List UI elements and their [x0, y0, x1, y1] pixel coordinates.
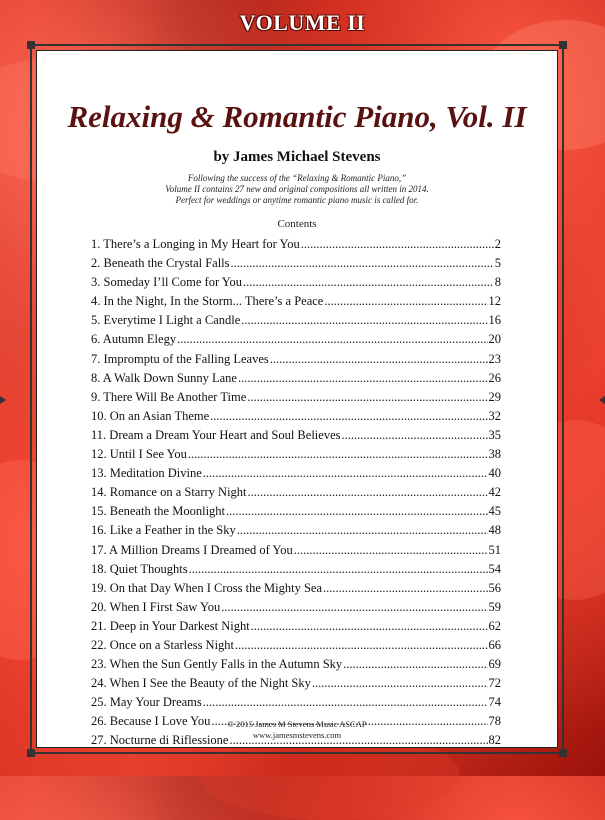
toc-entry	[91, 445, 501, 464]
toc-page: 78	[488, 714, 501, 729]
toc-title: 12. Until I See You	[91, 447, 187, 462]
dot-leader	[341, 426, 487, 445]
toc-entry	[91, 407, 501, 426]
toc-entry	[91, 636, 501, 655]
toc-page: 82	[488, 733, 501, 748]
toc-page: 69	[488, 657, 501, 672]
toc-entry	[91, 426, 501, 445]
toc-title: 18. Quiet Thoughts	[91, 561, 188, 576]
intro-line: Perfect for weddings or anytime romantic piano music is called for.	[175, 195, 419, 205]
toc-page: 2	[494, 237, 501, 251]
toc-page: 20	[488, 332, 501, 347]
toc-page: 12	[488, 294, 501, 309]
toc-title: 2. Beneath the Crystal Falls	[91, 256, 230, 271]
toc-title: 22. Once on a Starless Night	[91, 637, 235, 652]
toc-page: 42	[488, 485, 501, 500]
toc-title: 9. There Will Be Another Time	[91, 389, 247, 404]
toc-page: 29	[488, 389, 501, 404]
footer	[37, 719, 557, 741]
toc-page: 59	[488, 599, 501, 614]
toc-entry	[91, 598, 501, 617]
toc-title: 11. Dream a Dream Your Heart and Soul Believes	[91, 427, 341, 442]
author-line: by James Michael Stevens	[213, 149, 381, 165]
volume-label: VOLUME II	[239, 10, 366, 35]
toc-title: 26. Because I Love You	[91, 714, 211, 729]
toc-title: 6. Autumn Elegy	[91, 332, 177, 347]
toc-title: 17. A Million Dreams I Dreamed of You	[91, 542, 293, 557]
dot-leader	[312, 674, 488, 693]
dot-leader	[238, 369, 488, 388]
toc-entry	[91, 541, 501, 560]
toc-page: 26	[488, 370, 501, 385]
dot-leader	[270, 350, 488, 369]
toc-title: 8. A Walk Down Sunny Lane	[91, 370, 237, 385]
toc-entry	[91, 617, 501, 636]
dot-leader	[203, 464, 488, 483]
dot-leader	[324, 292, 487, 311]
contents-heading: Contents	[277, 218, 317, 230]
toc-title: 23. When the Sun Gently Falls in the Autumn Sky	[91, 657, 343, 672]
dot-leader	[247, 388, 487, 407]
toc-title: 16. Like a Feather in the Sky	[91, 523, 236, 538]
toc-entry	[91, 350, 501, 369]
dot-leader	[221, 598, 487, 617]
dot-leader	[189, 560, 488, 579]
toc-title: 27. Nocturne di Riflessione	[91, 733, 229, 748]
toc-title: 25. May Your Dreams	[91, 695, 202, 710]
intro-line: Volume II contains 27 new and original compositions all written in 2014.	[165, 184, 429, 194]
toc-entry	[91, 674, 501, 693]
toc-page: 48	[488, 523, 501, 538]
toc-entry	[91, 292, 501, 311]
dot-leader	[294, 541, 488, 560]
toc-page: 38	[488, 447, 501, 462]
toc-title: 3. Someday I’ll Come for You	[91, 275, 243, 290]
toc-page: 23	[488, 351, 501, 366]
toc-page: 66	[488, 637, 501, 652]
toc-entry	[91, 388, 501, 407]
toc-page: 51	[488, 542, 501, 557]
toc-page: 72	[488, 676, 501, 691]
toc-entry	[91, 273, 501, 292]
copyright-notice: © 2015 James M Stevens Music ASCAP	[227, 719, 367, 729]
toc-entry	[91, 560, 501, 579]
toc-page: 74	[488, 695, 501, 710]
toc-page: 32	[488, 408, 501, 423]
toc-title: 10. On an Asian Theme	[91, 408, 210, 423]
toc-title: 14. Romance on a Starry Night	[91, 485, 247, 500]
dot-leader	[235, 636, 487, 655]
toc-page: 54	[488, 561, 501, 576]
toc-title: 24. When I See the Beauty of the Night Sky	[91, 676, 311, 691]
dot-leader	[323, 579, 488, 598]
dot-leader	[226, 502, 487, 521]
toc-entry	[91, 311, 501, 330]
toc-title: 13. Meditation Divine	[91, 466, 202, 481]
cover-page	[36, 50, 558, 748]
toc-title: 5. Everytime I Light a Candle	[91, 313, 241, 328]
toc-entry	[91, 502, 501, 521]
toc-title: 20. When I First Saw You	[91, 599, 221, 614]
toc-title: 7. Impromptu of the Falling Leaves	[91, 351, 269, 366]
toc-title: 1. There’s a Longing in My Heart for You	[91, 237, 300, 251]
toc-entry	[91, 464, 501, 483]
toc-page: 56	[488, 580, 501, 595]
toc-entry	[91, 369, 501, 388]
toc-entry	[91, 693, 501, 712]
intro-line: Following the success of the “Relaxing & Romantic Piano,”	[187, 173, 407, 183]
website-link[interactable]: www.jamesmstevens.com	[252, 730, 342, 740]
dot-leader	[301, 235, 494, 254]
toc-page: 8	[494, 275, 501, 290]
intro-text	[37, 173, 557, 206]
toc-entry	[91, 330, 501, 349]
toc-title: 19. On that Day When I Cross the Mighty Sea	[91, 580, 322, 595]
dot-leader	[251, 617, 488, 636]
dot-leader	[237, 521, 488, 540]
toc-page: 45	[488, 504, 501, 519]
toc-entry	[91, 483, 501, 502]
toc-entry	[91, 521, 501, 540]
dot-leader	[343, 655, 487, 674]
toc-page: 62	[488, 618, 501, 633]
toc-entry	[91, 235, 501, 254]
right-marker-icon	[599, 396, 605, 404]
dot-leader	[203, 693, 488, 712]
toc-entry	[91, 579, 501, 598]
toc-entry	[91, 655, 501, 674]
toc-title: 15. Beneath the Moonlight	[91, 504, 226, 519]
toc-title: 21. Deep in Your Darkest Night	[91, 618, 250, 633]
toc-page: 40	[488, 466, 501, 481]
toc-page: 5	[494, 256, 501, 271]
left-marker-icon	[0, 396, 6, 404]
dot-leader	[243, 273, 494, 292]
dot-leader	[241, 311, 487, 330]
dot-leader	[177, 330, 487, 349]
toc-page: 16	[488, 313, 501, 328]
dot-leader	[188, 445, 488, 464]
dot-leader	[248, 483, 488, 502]
toc-title: 4. In the Night, In the Storm... There’s a Peace	[91, 294, 324, 309]
toc-entry	[91, 254, 501, 273]
dot-leader	[210, 407, 487, 426]
dot-leader	[231, 254, 494, 273]
table-of-contents	[91, 235, 501, 751]
toc-page: 35	[488, 427, 501, 442]
page-title: Relaxing & Romantic Piano, Vol. II	[67, 99, 527, 134]
